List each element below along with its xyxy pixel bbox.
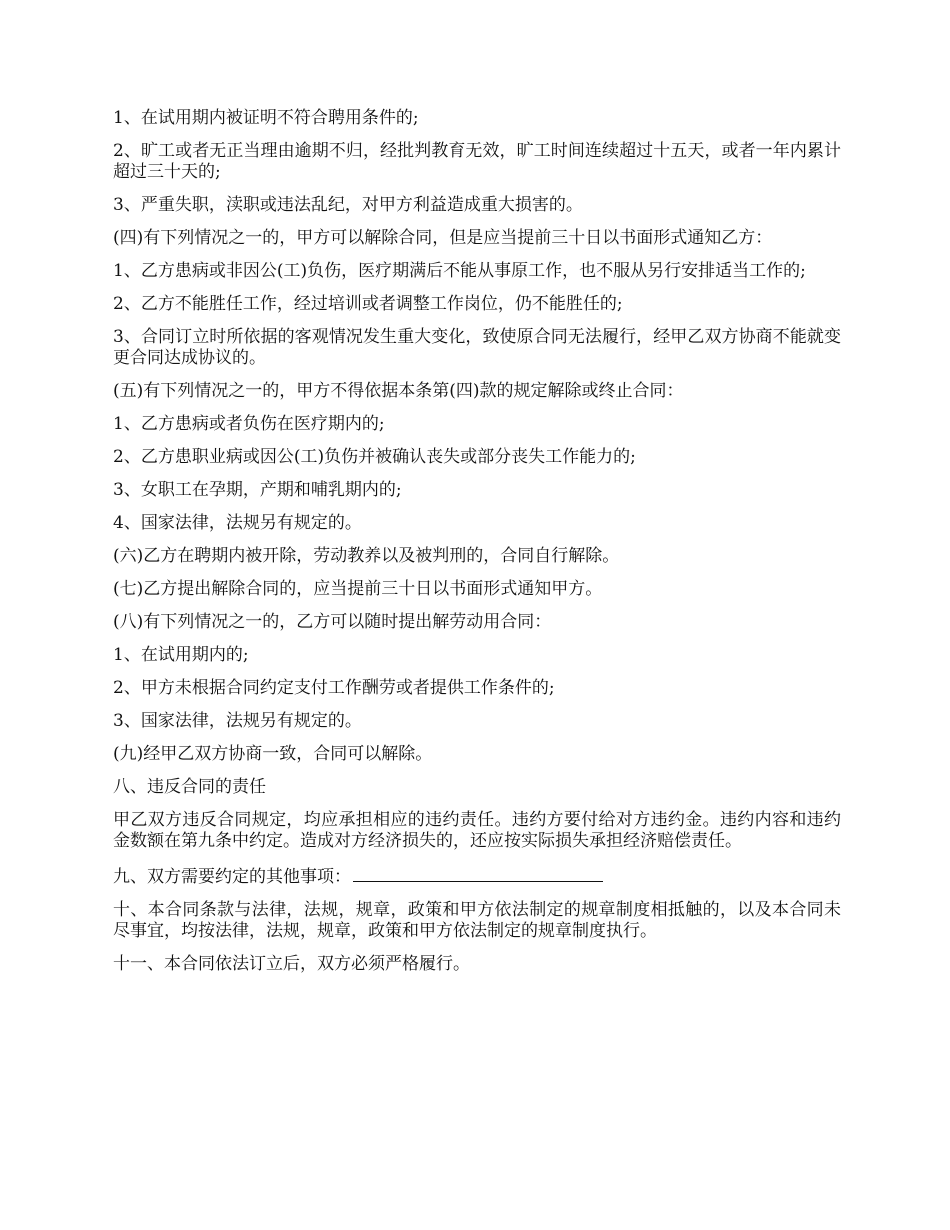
paragraph: (五)有下列情况之一的，甲方不得依据本条第(四)款的规定解除或终止合同： xyxy=(113,381,684,401)
paragraph: 1、在试用期内的; xyxy=(113,645,249,665)
paragraph: (七)乙方提出解除合同的，应当提前三十日以书面形式通知甲方。 xyxy=(113,579,603,599)
paragraph: (九)经甲乙双方协商一致，合同可以解除。 xyxy=(113,744,433,764)
other-matters-line xyxy=(113,864,841,888)
paragraph: 2、甲方未根据合同约定支付工作酬劳或者提供工作条件的; xyxy=(113,678,555,698)
paragraph: 2、乙方患职业病或因公(工)负伤并被确认丧失或部分丧失工作能力的; xyxy=(113,447,636,467)
paragraph: (四)有下列情况之一的，甲方可以解除合同，但是应当提前三十日以书面形式通知乙方： xyxy=(113,228,773,248)
paragraph: 2、乙方不能胜任工作，经过培训或者调整工作岗位，仍不能胜任的; xyxy=(113,294,623,314)
paragraph: 1、在试用期内被证明不符合聘用条件的; xyxy=(113,108,419,128)
paragraph: 1、乙方患病或者负伤在医疗期内的; xyxy=(113,414,385,434)
paragraph: 4、国家法律，法规另有规定的。 xyxy=(113,513,362,533)
paragraph: 2、旷工或者无正当理由逾期不归，经批判教育无效，旷工时间连续超过十五天，或者一年内累计超过三十天的; xyxy=(113,141,841,182)
paragraph: 甲乙双方违反合同规定，均应承担相应的违约责任。违约方要付给对方违约金。违约内容和违约金数额在第九条中约定。造成对方经济损失的，还应按实际损失承担经济赔偿责任。 xyxy=(113,810,841,851)
paragraph: 3、严重失职，渎职或违法乱纪，对甲方利益造成重大损害的。 xyxy=(113,195,583,215)
other-matters-label: 九、双方需要约定的其他事项： xyxy=(113,867,351,887)
fill-in-blank xyxy=(353,864,603,882)
document-body xyxy=(113,108,841,987)
paragraph: 1、乙方患病或非因公(工)负伤，医疗期满后不能从事原工作，也不服从另行安排适当工作的; xyxy=(113,261,806,281)
paragraph: 3、国家法律，法规另有规定的。 xyxy=(113,711,362,731)
paragraph: 3、合同订立时所依据的客观情况发生重大变化，致使原合同无法履行，经甲乙双方协商不能就变更合同达成协议的。 xyxy=(113,327,841,368)
paragraph: 3、女职工在孕期，产期和哺乳期内的; xyxy=(113,480,402,500)
paragraph: 十一、本合同依法订立后，双方必须严格履行。 xyxy=(113,954,470,974)
paragraph: (八)有下列情况之一的，乙方可以随时提出解劳动用合同： xyxy=(113,612,552,632)
section-heading: 八、违反合同的责任 xyxy=(113,777,266,797)
paragraph: (六)乙方在聘期内被开除，劳动教养以及被判刑的，合同自行解除。 xyxy=(113,546,620,566)
paragraph: 十、本合同条款与法律，法规，规章，政策和甲方依法制定的规章制度相抵触的，以及本合同未尽事宜，均按法律，法规，规章，政策和甲方依法制定的规章制度执行。 xyxy=(113,900,841,941)
